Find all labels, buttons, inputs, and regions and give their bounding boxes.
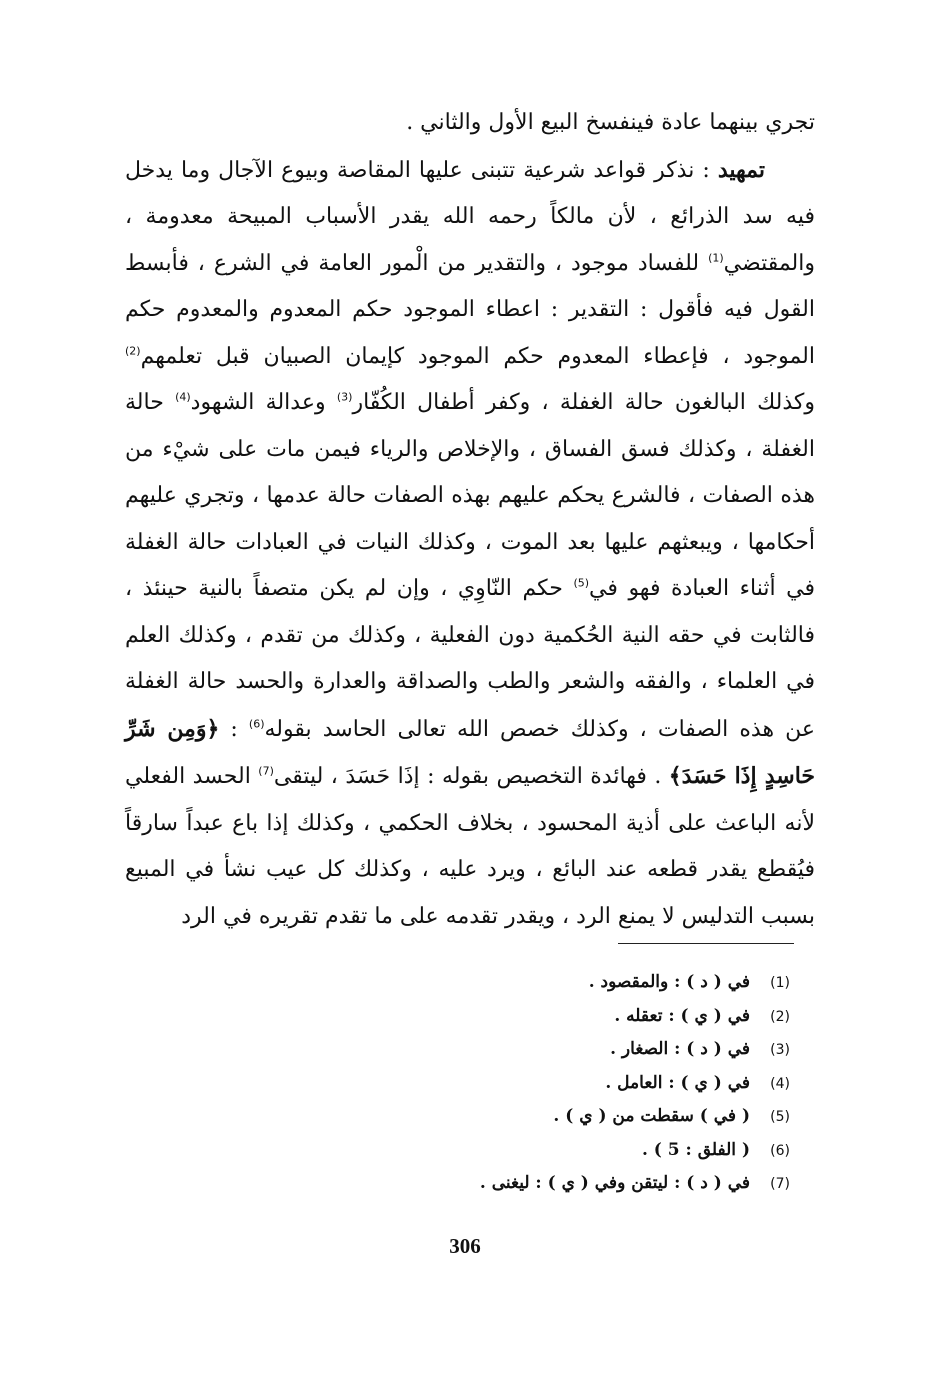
footnote-text: ( في ) سقطت من ( ي ) . (553, 1106, 750, 1126)
footnote-marker-1[interactable]: (1) (708, 251, 724, 265)
paragraph-text-4: وعدالة الشهود (190, 390, 337, 415)
footnote-item (300, 1134, 790, 1168)
footnote-item (300, 1000, 790, 1034)
footnote-number: (6) (770, 1142, 790, 1159)
quran-verse: ﴿وَمِن شَرِّ حَاسِدٍ إِذَا حَسَدَ﴾ (125, 715, 816, 789)
footnote-text: في ( ي ) : العامل . (605, 1072, 750, 1093)
footnote-number: (5) (770, 1109, 790, 1125)
footnote-item (300, 966, 790, 1000)
paragraph-text-5: حالة الغفلة ، وكذلك فسق الفساق ، والإخلاص والرياء فيمن مات على شيْء من هذه الصفات ، فالشرع يحكم عليهم بهذه الصفات حالة عدمها ، وتجري عليهم أحكامها ، ويبعثهم عليها بعد الموت ، وكذلك النيات في العبادات حالة الغفلة في أثناء العبادة فهو في (125, 390, 816, 601)
footnote-marker-3[interactable]: (3) (336, 390, 353, 404)
section-lead: تمهيد (717, 156, 765, 183)
body-text (125, 100, 815, 940)
footnote-item (300, 1100, 790, 1134)
footnote-text: في ( د ) : والمقصود . (588, 972, 750, 992)
first-line: تجري بينهما عادة فينفسخ البيع الأول والثاني . (406, 110, 815, 135)
footnote-item (300, 1067, 790, 1101)
footnote-marker-2[interactable]: (2) (125, 344, 141, 358)
footnote-item (300, 1033, 790, 1067)
main-paragraph (125, 147, 815, 941)
footnote-separator (618, 943, 794, 944)
footnote-text: في ( د ) : الصغار . (610, 1039, 750, 1059)
footnote-marker-4[interactable]: (4) (175, 390, 191, 404)
footnote-text: ( الفلق : 5 ) . (641, 1139, 750, 1160)
footnote-marker-5[interactable]: (5) (573, 576, 590, 590)
page-number: 306 (449, 1234, 481, 1258)
footnote-number: (1) (770, 975, 790, 991)
footnote-number: (4) (770, 1075, 790, 1092)
footnote-text: في ( ي ) : تعقله . (614, 1005, 750, 1026)
paragraph-text-1: : نذكر قواعد شرعية تتبنى عليها المقاصة وبيوع الآجال وما يدخل فيه سد الذرائع ، لأن مالكاً رحمه الله يقدر الأسباب المبيحة معدومة ، والمقتضي (125, 157, 815, 276)
footnote-number: (7) (770, 1176, 790, 1192)
paragraph-text-2: للفساد موجود ، والتقدير من الْمور العامة في الشرع ، فأبسط القول فيه فأقول : التقدير : اعطاء الموجود حكم المعدوم والمعدوم حكم الموجود ، فإعطاء المعدوم حكم الموجود كإيمان الصبيان قبل تعلمهم (125, 250, 815, 369)
footnotes-list (300, 966, 790, 1201)
footnote-number: (2) (770, 1008, 790, 1025)
footnote-item (300, 1167, 790, 1201)
paragraph-text-6: حكم النّاوِي ، وإن لم يكن متصفاً بالنية حينئذ ، فالثابت في حقه النية الحُكمية دون الفعلية ، وكذلك من تقدم ، وكذلك العلم في العلماء ، والفقه والشعر والطب والصداقة والعدارة والحسد حالة الغفلة عن هذه الصفات ، وكذلك خصص الله تعالى الحاسد بقوله (125, 576, 815, 742)
footnote-number: (3) (770, 1042, 790, 1058)
paragraph-text-7: : (219, 716, 249, 742)
paragraph-text-8: . فهائدة التخصيص بقوله : إذَا حَسَدَ ، ليتقى (273, 764, 669, 789)
footnote-text: في ( د ) : ليتقن وفي ( ي ) : ليغنى . (479, 1173, 750, 1193)
footnote-marker-7[interactable]: (7) (258, 764, 274, 778)
paragraph-text-9: الحسد الفعلي لأنه الباعث على أذية المحسود ، بخلاف الحكمي ، وكذلك إذا باع عبداً سارقاً فيُقطع يقدر قطعه عند البائع ، ويرد عليه ، وكذلك كل عيب نشأ في المبيع بسبب التدليس لا يمنع الرد ، ويقدر تقدمه على ما تقدم تقريره في الرد (125, 764, 815, 929)
paragraph-text-3: وكذلك البالغون حالة الغفلة ، وكفر أطفال الكُفّار (352, 390, 816, 415)
footnote-marker-6[interactable]: (6) (248, 717, 265, 731)
